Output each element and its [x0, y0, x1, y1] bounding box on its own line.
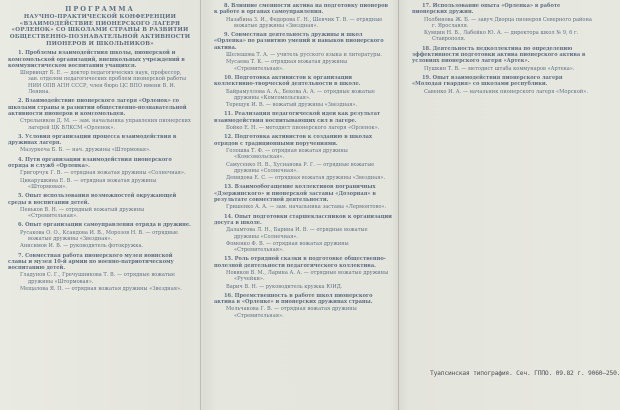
agenda-topic: 1. Проблемы взаимодействия школы, пионерской и комсомольской организаций, внешкольных учреждений в коммунистическом воспитании учащихся.: [8, 50, 185, 69]
speaker-line: Цикарушкина Е. В. — отрядная вожатая дружины «Штормовая».: [20, 177, 157, 190]
agenda-topic: 11. Реализация педагогической идеи как результат взаимодействия воспитывающих сил в лагере.: [214, 111, 381, 124]
speaker-line: Анисимов И. В. — руководитель фотокружка.: [20, 243, 144, 250]
speaker-line: Русакова О. О., Ксандова И. В., Морозов Н. В. — отрядные вожатые дружины «Звездная».: [20, 229, 179, 242]
agenda-item: [214, 75, 392, 108]
speaker-line: Новиков В. М., Ларина А. А. — отрядные вожатые дружины «Ручейки».: [226, 269, 389, 283]
speaker-line: Мазуркеча Б. Б. — нач. дружины «Штормовая».: [20, 147, 151, 154]
agenda-item: [214, 3, 392, 29]
agenda-topic: 19. Опыт взаимодействия пионерского лагеря «Молодая гвардия» со школами республики.: [412, 74, 563, 88]
speaker-line: Стрельников Д. М. — зам. начальника управления пионерских лагерей ЦК ВЛКСМ «Орленок».: [20, 118, 191, 131]
speaker-line: Савенко И. А. — начальник пионерского лагеря «Морской».: [424, 88, 588, 95]
agenda-topic: 4. Пути организации взаимодействия пионерского отряда и служб «Орленка».: [8, 156, 172, 170]
agenda-list: [214, 3, 392, 319]
speaker-line: Назабина З. И., Федорова Г. Н., Шевчик Т. В. — отрядные вожатые дружины «Звездная».: [226, 16, 383, 29]
agenda-topic: 14. Опыт подготовки старшеклассников к организации досуга в школе.: [214, 213, 392, 226]
agenda-item: [214, 32, 392, 72]
speaker-line: Пеньков В. Н. — отрядный вожатый дружины «Стремительная».: [20, 206, 145, 220]
agenda-item: [8, 222, 192, 249]
agenda-topic: 10. Подготовка активистов к организации коллективно-творческой деятельности в школе.: [214, 74, 361, 88]
agenda-item: [412, 75, 592, 95]
agenda-item: [412, 3, 592, 43]
agenda-item: [8, 193, 192, 219]
speaker-line: Байрамуллова А. А., Бекова А. А. — отрядные вожатые дружины «Комсомольская».: [226, 88, 375, 101]
agenda-item: [8, 253, 192, 293]
agenda-item: [214, 134, 392, 181]
program-heading: НАУЧНО-ПРАКТИЧЕСКОЙ КОНФЕРЕНЦИИ «ВЗАИМОДЕЙСТВИЕ ПИОНЕРСКОГО ЛАГЕРЯ «ОРЛЕНОК» СО ШКОЛАМИ СТРАНЫ В РАЗВИТИИ ОБЩЕСТВЕННО-ПОЗНАВАТЕЛЬНОЙ АКТИВНОСТИ ПИОНЕРОВ И ШКОЛЬНИКОВ»: [9, 14, 191, 47]
agenda-item: [214, 184, 392, 210]
speaker-line: Самусенко Н. В., Хуснанова Р. Г. — отрядные вожатые дружины «Солнечная».: [226, 161, 375, 174]
speaker-line: Пушкин Т. В. — методист штаба коммунаров «Артека».: [424, 65, 575, 72]
speaker-line: Варич В. Н. — руководитель кружка ЮИД.: [226, 283, 343, 290]
speaker-line: Шелешова Т. А. — учитель русского языка и литературы.: [226, 52, 383, 59]
speaker-line: Даламтова Л. Н., Барина И. В. — отрядные вожатые дружины «Солнечная».: [226, 227, 368, 240]
agenda-item: [8, 50, 192, 95]
speaker-line: Мусаева Т. К. — отрядная вожатая дружины «Стремительная».: [226, 59, 348, 72]
speaker-line: Гладунов С. Г., Гречушникова Т. В. — отрядные вожатые дружины «Штормовая».: [20, 272, 175, 285]
agenda-topic: 13. Взаимообогащение коллективов пограничных «Дзержинского» и пионерской заставы «Дозорная» в результате совместной деятельности.: [214, 184, 376, 204]
speaker-line: Фоменко Ф. В. — отрядная вожатая дружины «Стремительная».: [226, 240, 349, 254]
speaker-line: Гришенко А. А. — зам. начальника заставы «Лермонтово».: [226, 204, 387, 211]
agenda-topic: 5. Опыт использования возможностей окружающей среды в воспитании детей.: [8, 193, 177, 206]
agenda-topic: 12. Подготовка активистов к созданию в школах отрядов с традиционными поручениями.: [214, 134, 372, 147]
speaker-line: Григорчук Г. В. — отрядная вожатая дружины «Солнечная».: [20, 170, 186, 177]
agenda-topic: 18. Деятельность педколлектива по определению эффективности подготовки актива пионерского актива в условиях пионерского лагеря «Артек».: [412, 45, 586, 65]
agenda-topic: 15. Роль отрядной сказки в подготовке общественно-полезной деятельности педагогического коллектива.: [214, 256, 386, 269]
printer-imprint: Туапсинская типография. Сеч. ГППО. 09.82 г. 9060—250.: [430, 370, 620, 377]
speaker-line: Мещалова Я. П. — отрядная вожатая дружины «Звездная».: [20, 286, 182, 293]
agenda-topic: 16. Преемственность в работе школ пионерского актива в «Орленке» и пионерских дружинах страны.: [214, 292, 373, 306]
column-middle: [214, 0, 392, 410]
speaker-line: Мельчакова Г. В. — отрядная вожатая дружины «Стремительная».: [226, 306, 357, 319]
speaker-line: Демидова Е. С. — отрядная вожатая дружины «Звездная».: [226, 175, 386, 182]
agenda-topic: 2. Взаимодействие пионерского лагеря «Орленок» со школами страны в развитии общественно-познавательной активности пионеров и комсомольцев.: [8, 98, 187, 117]
agenda-item: [8, 134, 192, 154]
speaker-line: Полбинова Ж. Б. — завуч Дворца пионеров Северного района г. Ярославля.: [424, 16, 592, 29]
agenda-item: [214, 214, 392, 254]
speaker-line: Голошва Т. Ф. — отрядная вожатая дружины «Комсомольская».: [226, 147, 348, 161]
speaker-line: Кумцин Н. В., Лабейко Ю. А. — директора школ № 9, 6 г. Ставрополя.: [424, 30, 579, 43]
agenda-topic: 3. Условия организации процесса взаимодействия в дружинах лагеря.: [8, 133, 177, 147]
agenda-topic: 9. Совместная деятельность дружины и школ «Орленка» по развитию умений и навыков пионерского актива.: [214, 32, 384, 51]
agenda-item: [8, 98, 192, 130]
agenda-list: [8, 50, 192, 292]
program-title: ПРОГРАММА: [65, 5, 135, 13]
agenda-item: [214, 111, 392, 131]
agenda-topic: 17. Использование опыта «Орленка» в работе пионерских дружин.: [412, 3, 561, 16]
agenda-list: [412, 3, 592, 95]
agenda-item: [214, 293, 392, 319]
column-right: [412, 0, 592, 410]
agenda-topic: 6. Опыт организации самоуправления отряда в дружине.: [18, 222, 191, 229]
speaker-line: Бойко Е. Н. — методист пионерского лагеря «Орленок».: [226, 125, 380, 132]
speaker-line: Ширвиндт Б. Е. — доктор педагогических наук, профессор, зав. отделом педагогических проблем пионерской работы НИИ ОПВ АПН СССР, член бюро ЦС ВПО имени В. И. Ленина.: [20, 70, 187, 96]
agenda-item: [8, 157, 192, 190]
fold-line-right: [398, 0, 399, 410]
fold-line-left: [200, 0, 201, 410]
agenda-item: [214, 256, 392, 289]
speaker-line: Терещук И. В. — вожатый дружины «Звездная».: [226, 102, 358, 109]
column-left: [8, 0, 192, 410]
agenda-topic: 7. Совместная работа пионерского музея воинской славы и музея 10-й армии по военно-патриотическому воспитанию детей.: [8, 252, 174, 272]
agenda-item: [412, 46, 592, 72]
agenda-topic: 8. Влияние сменности актива на подготовку пионеров к работе в органах самоуправления.: [214, 3, 389, 16]
